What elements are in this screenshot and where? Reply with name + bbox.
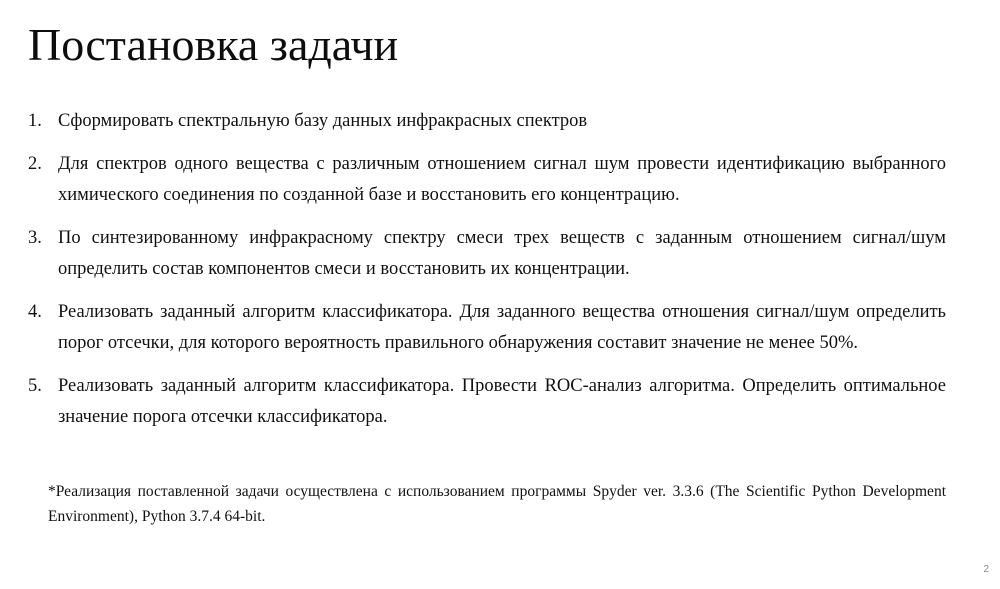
task-item-2 xyxy=(28,149,946,211)
task-item-4 xyxy=(28,297,946,359)
task-text: Сформировать спектральную базу данных инфракрасных спектров xyxy=(58,111,588,131)
task-number: 5. xyxy=(28,376,42,396)
page-number: 2 xyxy=(983,564,989,575)
task-text: Реализовать заданный алгоритм классификатора. Провести ROC-анализ алгоритма. Определить оптимальное значение порога отсечки классификатора. xyxy=(58,376,946,427)
task-item-1 xyxy=(28,106,946,137)
task-number: 1. xyxy=(28,111,42,131)
task-list xyxy=(28,106,946,445)
task-item-3 xyxy=(28,223,946,285)
slide-title: Постановка задачи xyxy=(28,19,399,70)
task-item-5 xyxy=(28,371,946,433)
task-number: 3. xyxy=(28,228,42,248)
footnote: *Реализация поставленной задачи осуществлена с использованием программы Spyder ver. 3.3.6 (The Scientific Python Development Environment), Python 3.7.4 64-bit. xyxy=(48,483,946,525)
task-text: По синтезированному инфракрасному спектру смеси трех веществ с заданным отношением сигнал/шум определить состав компонентов смеси и восстановить их концентрации. xyxy=(58,228,946,279)
task-number: 4. xyxy=(28,302,42,322)
task-number: 2. xyxy=(28,154,42,174)
task-text: Для спектров одного вещества с различным отношением сигнал шум провести идентификацию выбранного химического соединения по созданной базе и восстановить его концентрацию. xyxy=(58,154,946,205)
task-text: Реализовать заданный алгоритм классификатора. Для заданного вещества отношения сигнал/шум определить порог отсечки, для которого вероятность правильного обнаружения составит значение не менее 50%. xyxy=(58,302,946,353)
